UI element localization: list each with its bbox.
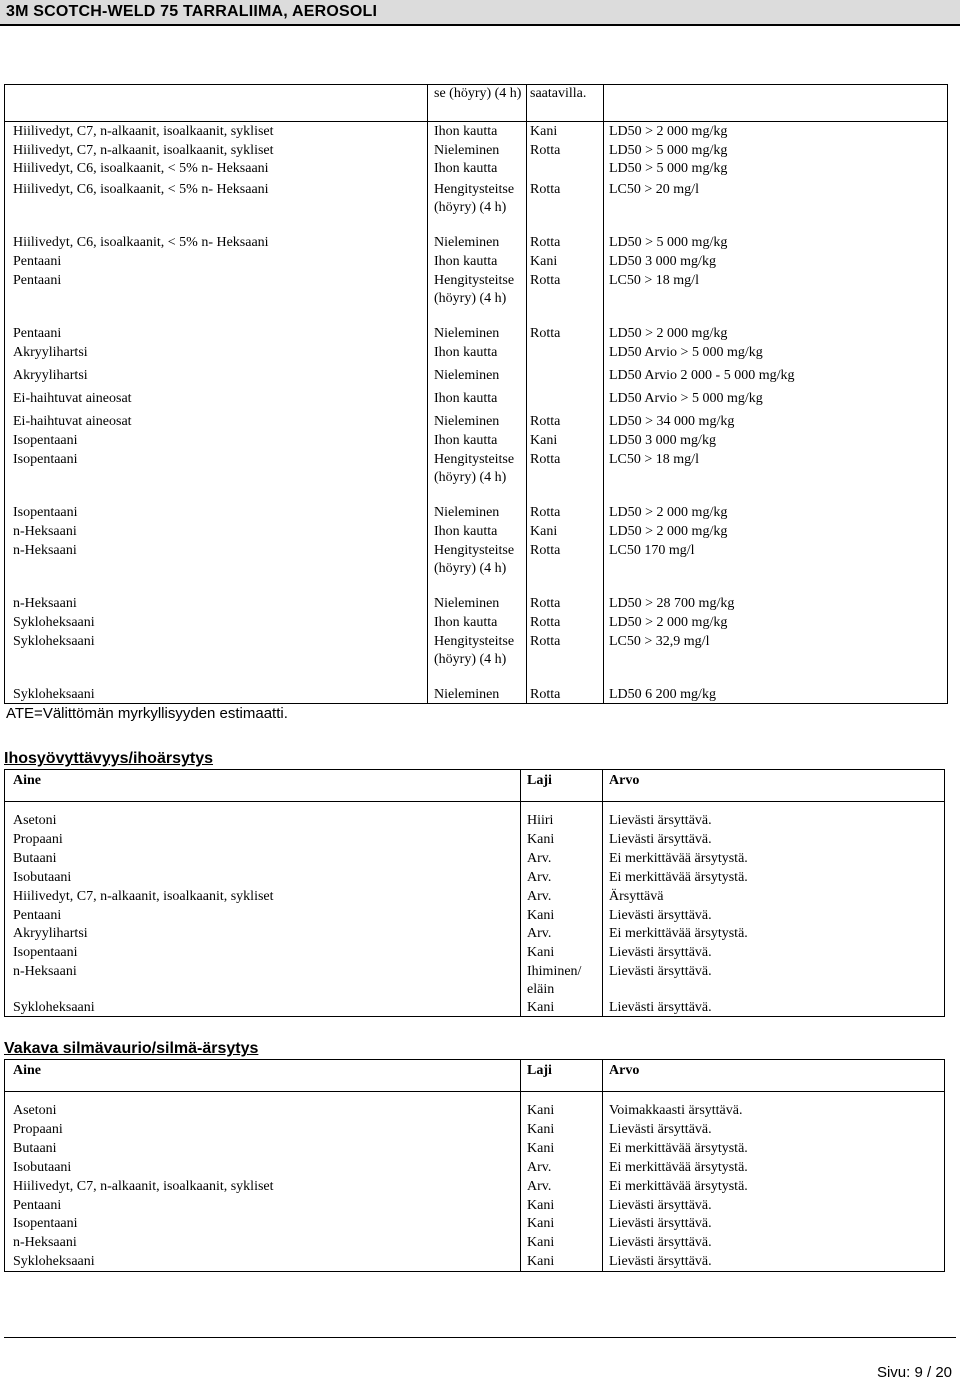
species-cell: Kani xyxy=(530,433,558,448)
species-cell: Kani xyxy=(527,1235,555,1250)
value-cell: LD50 3 000 mg/kg xyxy=(609,433,716,448)
route-cell: Ihon kautta xyxy=(434,524,498,539)
value-cell: LD50 > 2 000 mg/kg xyxy=(609,524,728,539)
substance-cell: Hiilivedyt, C7, n-alkaanit, isoalkaanit, sykliset xyxy=(13,143,274,158)
value-cell: Lievästi ärsyttävä. xyxy=(609,964,712,979)
header-species: Laji xyxy=(527,773,552,788)
value-cell: LD50 > 2 000 mg/kg xyxy=(609,124,728,139)
route-cell: se (höyry) (4 h) xyxy=(434,86,522,101)
species-cell: Kani xyxy=(527,945,555,960)
value-cell: Ärsyttävä xyxy=(609,889,664,904)
value-cell: Ei merkittävää ärsytystä. xyxy=(609,1179,748,1194)
header-divider xyxy=(5,801,944,802)
value-cell: Lievästi ärsyttävä. xyxy=(609,832,712,847)
species-cell: Rotta xyxy=(530,414,561,429)
value-cell: LD50 > 34 000 mg/kg xyxy=(609,414,735,429)
species-cell: Arv. xyxy=(527,1179,552,1194)
row-divider xyxy=(5,121,947,122)
col-divider-species xyxy=(520,770,521,1016)
species-cell: Rotta xyxy=(530,505,561,520)
route-cell: Ihon kautta xyxy=(434,615,498,630)
eye-irritation-table xyxy=(4,1059,945,1272)
species-cell: Rotta xyxy=(530,596,561,611)
species-cell: Rotta xyxy=(530,273,561,288)
substance-cell: n-Heksaani xyxy=(13,964,77,979)
route-cell: Nieleminen xyxy=(434,505,500,520)
species-cell: Kani xyxy=(527,832,555,847)
substance-cell: n-Heksaani xyxy=(13,596,77,611)
value-cell: LD50 > 2 000 mg/kg xyxy=(609,505,728,520)
species-cell: Kani xyxy=(527,1254,555,1269)
route-cell: Nieleminen xyxy=(434,687,500,702)
value-cell: Ei merkittävää ärsytystä. xyxy=(609,926,748,941)
page-number: Sivu: 9 / 20 xyxy=(876,1364,952,1381)
value-cell: LD50 Arvio 2 000 - 5 000 mg/kg xyxy=(609,368,795,383)
substance-cell: Isopentaani xyxy=(13,1216,78,1231)
route-cell: Nieleminen xyxy=(434,414,500,429)
value-cell: LD50 > 2 000 mg/kg xyxy=(609,326,728,341)
species-cell: Rotta xyxy=(530,634,561,649)
substance-cell: Sykloheksaani xyxy=(13,687,95,702)
species-cell: Kani xyxy=(530,524,558,539)
substance-cell: Butaani xyxy=(13,851,57,866)
substance-cell: Isobutaani xyxy=(13,1160,72,1175)
species-cell: Rotta xyxy=(530,326,561,341)
route-cell: Ihon kautta xyxy=(434,254,498,269)
species-cell: Kani xyxy=(527,1198,555,1213)
col-divider-value xyxy=(602,770,603,1016)
value-cell: LD50 > 5 000 mg/kg xyxy=(609,161,728,176)
substance-cell: Hiilivedyt, C7, n-alkaanit, isoalkaanit, sykliset xyxy=(13,889,274,904)
species-cell: Rotta xyxy=(530,182,561,197)
value-cell: Lievästi ärsyttävä. xyxy=(609,945,712,960)
header-value: Arvo xyxy=(609,1063,640,1078)
route-cell: Ihon kautta xyxy=(434,433,498,448)
species-cell: Rotta xyxy=(530,687,561,702)
species-cell: Kani xyxy=(527,1122,555,1137)
value-cell: Ei merkittävää ärsytystä. xyxy=(609,1141,748,1156)
route-cell: Nieleminen xyxy=(434,326,500,341)
header-species: Laji xyxy=(527,1063,552,1078)
route-cell: Hengitysteitse (höyry) (4 h) xyxy=(434,273,515,306)
species-cell: Arv. xyxy=(527,926,552,941)
substance-cell: n-Heksaani xyxy=(13,543,77,558)
value-cell: LC50 > 32,9 mg/l xyxy=(609,634,710,649)
value-cell: LC50 > 18 mg/l xyxy=(609,452,699,467)
species-cell: Rotta xyxy=(530,543,561,558)
substance-cell: Pentaani xyxy=(13,254,62,269)
value-cell: Lievästi ärsyttävä. xyxy=(609,1000,712,1015)
document-header xyxy=(0,0,960,26)
value-cell: LD50 > 5 000 mg/kg xyxy=(609,143,728,158)
substance-cell: Sykloheksaani xyxy=(13,1254,95,1269)
value-cell: Lievästi ärsyttävä. xyxy=(609,813,712,828)
substance-cell: Hiilivedyt, C6, isoalkaanit, < 5% n- Heksaani xyxy=(13,161,269,176)
substance-cell: Pentaani xyxy=(13,1198,62,1213)
col-divider-value xyxy=(603,85,604,703)
acute-toxicity-table xyxy=(4,84,948,704)
substance-cell: Hiilivedyt, C6, isoalkaanit, < 5% n- Heksaani xyxy=(13,235,269,250)
route-cell: Nieleminen xyxy=(434,235,500,250)
value-cell: LD50 > 28 700 mg/kg xyxy=(609,596,735,611)
value-cell: LD50 Arvio > 5 000 mg/kg xyxy=(609,345,763,360)
substance-cell: Sykloheksaani xyxy=(13,634,95,649)
value-cell: Lievästi ärsyttävä. xyxy=(609,1235,712,1250)
value-cell: LD50 > 5 000 mg/kg xyxy=(609,235,728,250)
substance-cell: Isopentaani xyxy=(13,945,78,960)
species-cell: Arv. xyxy=(527,889,552,904)
substance-cell: Isopentaani xyxy=(13,452,78,467)
substance-cell: Ei-haihtuvat aineosat xyxy=(13,391,132,406)
value-cell: Lievästi ärsyttävä. xyxy=(609,908,712,923)
value-cell: Lievästi ärsyttävä. xyxy=(609,1122,712,1137)
species-cell: Arv. xyxy=(527,851,552,866)
substance-cell: Pentaani xyxy=(13,908,62,923)
value-cell: LC50 > 18 mg/l xyxy=(609,273,699,288)
substance-cell: Isobutaani xyxy=(13,870,72,885)
species-cell: Kani xyxy=(527,908,555,923)
species-cell: Rotta xyxy=(530,143,561,158)
species-cell: Ihiminen/ eläin xyxy=(527,964,582,997)
species-cell: Kani xyxy=(527,1000,555,1015)
substance-cell: Propaani xyxy=(13,832,63,847)
substance-cell: Butaani xyxy=(13,1141,57,1156)
eye-section-title: Vakava silmävaurio/silmä-ärsytys xyxy=(4,1040,259,1057)
value-cell: Voimakkaasti ärsyttävä. xyxy=(609,1103,743,1118)
col-divider-species xyxy=(526,85,527,703)
value-cell: LD50 3 000 mg/kg xyxy=(609,254,716,269)
species-cell: Arv. xyxy=(527,1160,552,1175)
substance-cell: Propaani xyxy=(13,1122,63,1137)
substance-cell: Isopentaani xyxy=(13,433,78,448)
value-cell: Ei merkittävää ärsytystä. xyxy=(609,851,748,866)
substance-cell: Asetoni xyxy=(13,1103,57,1118)
substance-cell: n-Heksaani xyxy=(13,1235,77,1250)
substance-cell: Akryylihartsi xyxy=(13,368,88,383)
species-cell: Hiiri xyxy=(527,813,554,828)
species-cell: saatavilla. xyxy=(530,86,587,101)
skin-irritation-table xyxy=(4,769,945,1017)
substance-cell: Akryylihartsi xyxy=(13,345,88,360)
substance-cell: Pentaani xyxy=(13,273,62,288)
header-value: Arvo xyxy=(609,773,640,788)
document-title: 3M SCOTCH-WELD 75 TARRALIIMA, AEROSOLI xyxy=(6,3,378,20)
substance-cell: Sykloheksaani xyxy=(13,615,95,630)
value-cell: LC50 > 20 mg/l xyxy=(609,182,699,197)
species-cell: Rotta xyxy=(530,615,561,630)
substance-cell: Hiilivedyt, C6, isoalkaanit, < 5% n- Heksaani xyxy=(13,182,269,197)
species-cell: Kani xyxy=(530,254,558,269)
route-cell: Nieleminen xyxy=(434,596,500,611)
substance-cell: Sykloheksaani xyxy=(13,1000,95,1015)
species-cell: Kani xyxy=(530,124,558,139)
value-cell: LD50 > 2 000 mg/kg xyxy=(609,615,728,630)
value-cell: Lievästi ärsyttävä. xyxy=(609,1216,712,1231)
value-cell: LD50 6 200 mg/kg xyxy=(609,687,716,702)
route-cell: Nieleminen xyxy=(434,143,500,158)
substance-cell: Hiilivedyt, C7, n-alkaanit, isoalkaanit, sykliset xyxy=(13,124,274,139)
value-cell: Ei merkittävää ärsytystä. xyxy=(609,1160,748,1175)
header-divider xyxy=(5,1091,944,1092)
route-cell: Hengitysteitse (höyry) (4 h) xyxy=(434,452,515,485)
footer-divider xyxy=(4,1337,956,1338)
route-cell: Hengitysteitse (höyry) (4 h) xyxy=(434,634,515,667)
substance-cell: Hiilivedyt, C7, n-alkaanit, isoalkaanit, sykliset xyxy=(13,1179,274,1194)
value-cell: LC50 170 mg/l xyxy=(609,543,695,558)
route-cell: Ihon kautta xyxy=(434,345,498,360)
value-cell: Ei merkittävää ärsytystä. xyxy=(609,870,748,885)
species-cell: Kani xyxy=(527,1103,555,1118)
value-cell: Lievästi ärsyttävä. xyxy=(609,1198,712,1213)
species-cell: Rotta xyxy=(530,452,561,467)
substance-cell: n-Heksaani xyxy=(13,524,77,539)
value-cell: Lievästi ärsyttävä. xyxy=(609,1254,712,1269)
substance-cell: Isopentaani xyxy=(13,505,78,520)
col-divider-route xyxy=(427,85,428,703)
species-cell: Kani xyxy=(527,1216,555,1231)
skin-section-title: Ihosyövyttävyys/ihoärsytys xyxy=(4,750,213,767)
value-cell: LD50 Arvio > 5 000 mg/kg xyxy=(609,391,763,406)
substance-cell: Akryylihartsi xyxy=(13,926,88,941)
route-cell: Hengitysteitse (höyry) (4 h) xyxy=(434,182,515,215)
header-substance: Aine xyxy=(13,1063,41,1078)
route-cell: Hengitysteitse (höyry) (4 h) xyxy=(434,543,515,576)
route-cell: Ihon kautta xyxy=(434,391,498,406)
route-cell: Ihon kautta xyxy=(434,124,498,139)
species-cell: Arv. xyxy=(527,870,552,885)
route-cell: Ihon kautta xyxy=(434,161,498,176)
header-substance: Aine xyxy=(13,773,41,788)
ate-note: ATE=Välittömän myrkyllisyyden estimaatti. xyxy=(6,705,288,722)
species-cell: Rotta xyxy=(530,235,561,250)
substance-cell: Pentaani xyxy=(13,326,62,341)
species-cell: Kani xyxy=(527,1141,555,1156)
substance-cell: Ei-haihtuvat aineosat xyxy=(13,414,132,429)
route-cell: Nieleminen xyxy=(434,368,500,383)
substance-cell: Asetoni xyxy=(13,813,57,828)
